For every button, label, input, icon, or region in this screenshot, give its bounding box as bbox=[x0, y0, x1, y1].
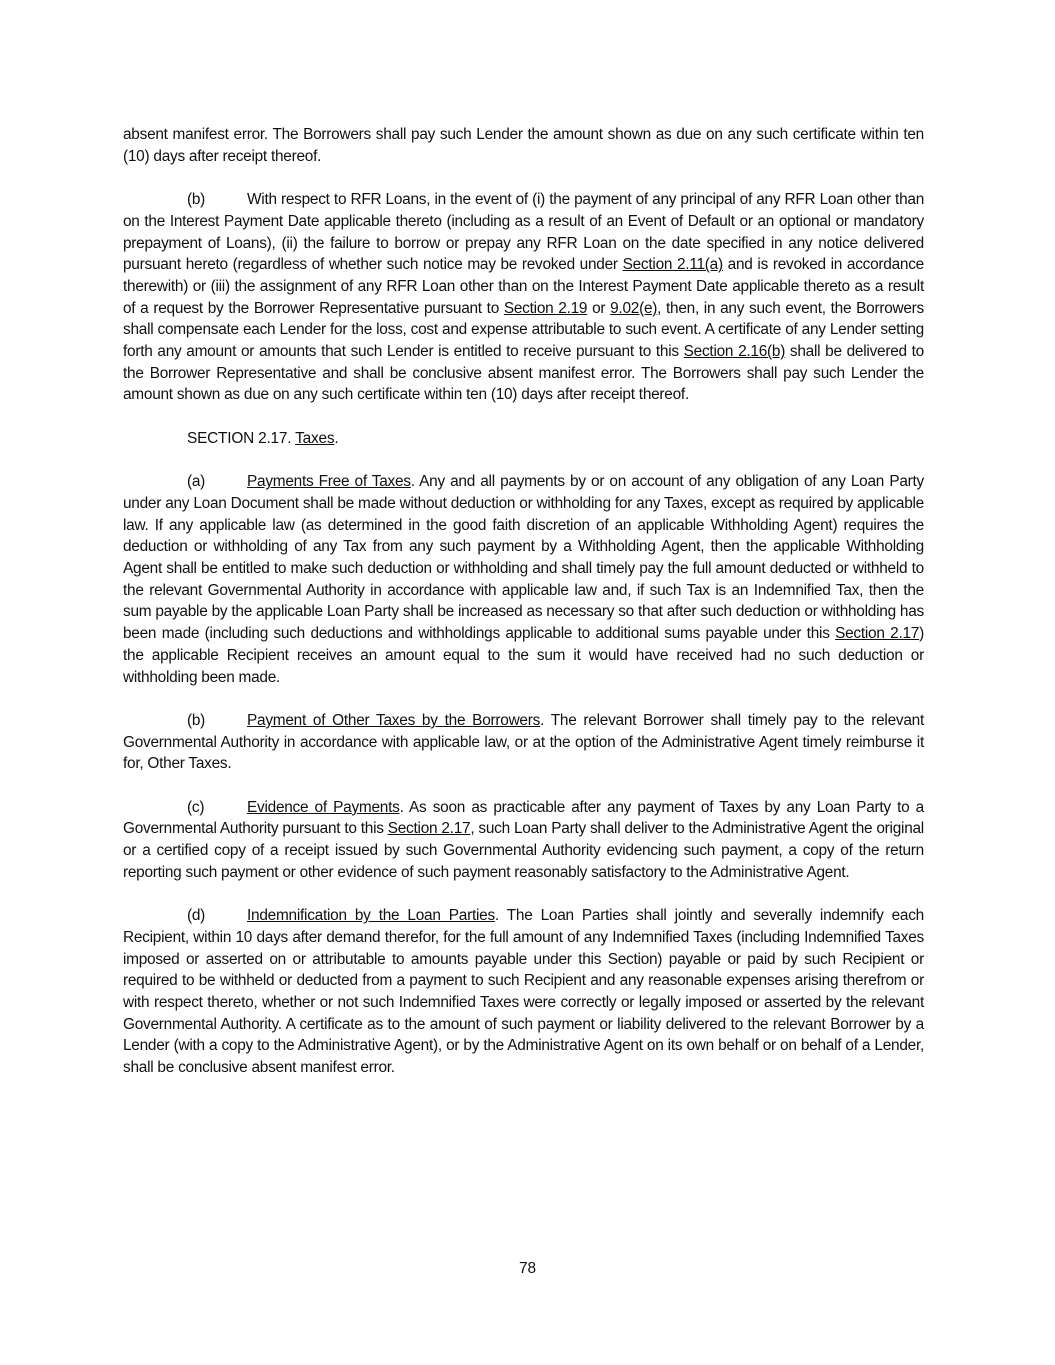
cross-reference: Section 2.11(a) bbox=[622, 256, 723, 274]
paragraph-label: (b) bbox=[187, 711, 206, 729]
page-number: 78 bbox=[518, 1260, 537, 1277]
text-segment: and is revoked in accordance therewith) or (iii) the assignment of any RFR Loan other than on the Interest Payment Date applicable thereto as a result of a request by the Borrower Representative pursuant to bbox=[123, 256, 924, 317]
text-segment: , then, in any such event, the Borrowers shall compensate each Lender for the loss, cost and expense attributable to such event. A certificate of any Lender setting forth any amount or amounts that such Lender is entitled to receive pursuant to this bbox=[123, 299, 924, 361]
text-segment: ) the applicable Recipient receives an amount equal to the sum it would have received had no such deduction or withholding been made. bbox=[123, 625, 924, 686]
cross-reference: Section 2.19 bbox=[503, 299, 588, 317]
cross-reference: 9.02(e) bbox=[610, 299, 658, 317]
paragraph bbox=[123, 124, 924, 167]
cross-reference: Indemnification by the Loan Parties bbox=[247, 907, 495, 925]
paragraph-label: (c) bbox=[187, 798, 205, 816]
cross-reference: Evidence of Payments bbox=[247, 798, 400, 816]
cross-reference: Section 2.17 bbox=[835, 625, 920, 643]
paragraph bbox=[123, 189, 924, 406]
cross-reference: Payments Free of Taxes bbox=[247, 473, 411, 491]
text-segment: . The relevant Borrower shall timely pay to the relevant Governmental Authority in accordance with applicable law, or at the option of the Administrative Agent timely reimburse it for, Other Taxes. bbox=[123, 711, 924, 773]
section-heading bbox=[187, 428, 924, 450]
text-segment: , such Loan Party shall deliver to the Administrative Agent the original or a certified copy of a receipt issued by such Governmental Authority evidencing such payment, a copy of the return reporting such payment or other evidence of such payment reasonably satisfactory to the Administrative Agent. bbox=[123, 820, 924, 881]
cross-reference: Section 2.16(b) bbox=[683, 343, 786, 361]
text-segment: or bbox=[587, 299, 611, 317]
text-segment: . As soon as practicable after any payment of Taxes by any Loan Party to a Governmental Authority pursuant to this bbox=[123, 798, 924, 838]
paragraph bbox=[123, 905, 924, 1079]
text-segment: absent manifest error. The Borrowers shall pay such Lender the amount shown as due on any such certificate within ten (10) days after receipt thereof. bbox=[123, 126, 924, 165]
cross-reference: Taxes bbox=[295, 429, 335, 447]
paragraph bbox=[123, 471, 924, 688]
text-segment: . The Loan Parties shall jointly and severally indemnify each Recipient, within 10 days after demand therefor, for the full amount of any Indemnified Taxes (including Indemnified Taxes imposed or asserted on or attributable to amounts payable under this Section) payable or paid by such Recipient or required to be withheld or deducted from a payment to such Recipient and any reasonable expenses arising therefrom or with respect thereto, whether or not such Indemnified Taxes were correctly or legally imposed or asserted by the relevant Governmental Authority. A certificate as to the amount of such payment or liability delivered to the relevant Borrower by a Lender (with a copy to the Administrative Agent), or by the Administrative Agent on its own behalf or on behalf of a Lender, shall be conclusive absent manifest error. bbox=[123, 907, 924, 1077]
document-page bbox=[123, 124, 924, 1101]
text-segment: . bbox=[334, 429, 339, 447]
text-segment: shall be delivered to the Borrower Representative and shall be conclusive absent manifest error. The Borrowers shall pay such Lender the amount shown as due on any such certificate within ten (10) days after receipt thereof. bbox=[123, 343, 924, 404]
text-segment: SECTION 2.17. bbox=[187, 429, 296, 447]
cross-reference: Payment of Other Taxes by the Borrowers bbox=[247, 711, 541, 729]
text-segment: . Any and all payments by or on account of any obligation of any Loan Party under any Loan Document shall be made without deduction or withholding for any Taxes, except as required by applicable law. If any applicable law (as determined in the good faith discretion of an applicable Withholding Agent) requires the deduction or withholding of any Tax from any such payment by a Withholding Agent, then the applicable Withholding Agent shall be entitled to make such deduction or withholding and shall timely pay the full amount deducted or withheld to the relevant Governmental Authority in accordance with applicable law and, if such Tax is an Indemnified Tax, then the sum payable by the applicable Loan Party shall be increased as necessary so that after such deduction or withholding has been made (including such deductions and withholdings applicable to additional sums payable under this bbox=[123, 473, 924, 643]
paragraph bbox=[123, 710, 924, 775]
paragraph bbox=[123, 797, 924, 884]
text-segment: With respect to RFR Loans, in the event of (i) the payment of any principal of any RFR Loan other than on the Interest Payment Date applicable thereto (including as a result of an Event of Default or an optional or mandatory prepayment of Loans), (ii) the failure to borrow or prepay any RFR Loan on the date specified in any notice delivered pursuant hereto (regardless of whether such notice may be revoked under bbox=[123, 191, 924, 274]
paragraph-label: (d) bbox=[187, 907, 206, 925]
paragraph-label: (a) bbox=[187, 473, 206, 491]
cross-reference: Section 2.17 bbox=[387, 820, 471, 838]
paragraph-label: (b) bbox=[187, 191, 206, 209]
